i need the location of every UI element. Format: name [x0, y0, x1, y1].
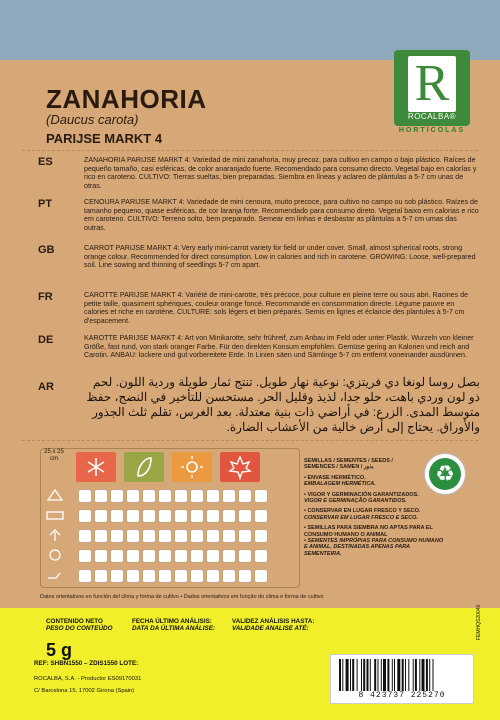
logo-brand: ROCALBA®	[407, 112, 457, 121]
bed-icon	[44, 506, 66, 524]
calendar-cell	[78, 569, 92, 583]
calendar-cell	[222, 489, 236, 503]
analysis-date-label-es: FECHA ÚLTIMO ANÁLISIS:	[132, 618, 212, 625]
barcode-bar	[361, 659, 362, 691]
calendar-cell	[126, 549, 140, 563]
barcode-bar	[370, 659, 371, 691]
calendar-cell	[206, 509, 220, 523]
barcode-bar	[408, 659, 409, 691]
leaf-icon	[124, 452, 164, 482]
plant-spacing-label: 25 x 25 cm	[44, 449, 64, 462]
lang-code-pt: PT	[38, 198, 53, 210]
separator	[22, 440, 478, 441]
calendar-cell	[238, 489, 252, 503]
calendar-cell	[206, 529, 220, 543]
calendar-cell	[94, 569, 108, 583]
legend-head: SEMENCES / SAMEN / بذور	[304, 464, 374, 471]
sowing-icon	[44, 486, 66, 504]
barcode-bar	[426, 659, 428, 691]
calendar-cell	[190, 509, 204, 523]
barcode-bar	[346, 659, 349, 691]
green-dot-recycle-icon	[424, 453, 466, 495]
barcode-bar	[402, 659, 404, 691]
rocalba-logo	[394, 50, 470, 126]
calendar-cell	[142, 549, 156, 563]
calendar-cell	[174, 549, 188, 563]
barcode	[330, 654, 474, 704]
calendar-cell	[78, 509, 92, 523]
calendar-cell	[222, 509, 236, 523]
description-fr: CAROTTE PARIJSE MARKT 4: Variété de mini-carotte, très précoce, pour culture en pleine terre ou sous abri. Racines de petite taille, quasiment sphériques, couleur orange foncé. Recommandé en consommation directe. Légume pauvre en calories et riche en carotène. CULTURE: sols légers et bien préparés. Semis en lignes et éclaircie des plantules à 5-7 cm d'espacement.	[84, 291, 469, 325]
seed-legend	[304, 458, 444, 557]
analysis-validity-label-pt: VALIDADE ANALISE ATÉ:	[232, 625, 309, 633]
barcode-bar	[350, 659, 351, 691]
maple-leaf-icon	[220, 452, 260, 482]
calendar-cell	[142, 489, 156, 503]
transplant-icon	[44, 526, 66, 544]
calendar-cell	[254, 529, 268, 543]
snowflake-icon	[76, 452, 116, 482]
barcode-bar	[419, 659, 420, 691]
barcode-bar	[381, 659, 382, 691]
calendar-cell	[190, 529, 204, 543]
barcode-bars	[339, 659, 465, 691]
product-title: ZANAHORIA	[46, 84, 207, 114]
barcode-bar	[433, 659, 434, 691]
calendar-cell	[158, 569, 172, 583]
calendar-cell	[190, 569, 204, 583]
barcode-bar	[339, 659, 341, 691]
legend-item-text: • CONSERVAR EN LUGAR FRESCO Y SECO.	[304, 508, 421, 515]
legend-item-text: VIGOR E GERMINAÇÃO GARANTIDOS.	[304, 498, 407, 505]
separator	[22, 150, 478, 151]
description-gb: CARROT PARIJSE MARKT 4: Very early mini-carrot variety for field or under cover. Small, almost spherical roots, strong orange colour. Recommended for direct consumption. Low in calories and rich in carotene. GROWING: Loose, well-prepared soil. Line sowing and thinning of seedlings 5-7 cm apart.	[84, 244, 476, 270]
barcode-bar	[387, 659, 389, 691]
spring-season	[124, 452, 164, 482]
analysis-validity-label-es: VALIDEZ ANÁLISIS HASTA:	[232, 618, 315, 625]
barcode-bar	[383, 659, 386, 691]
legend-item-text: CONSERVAR EM LUGAR FRESCO E SECO.	[304, 514, 418, 521]
recycle-icon: ♻	[429, 458, 461, 490]
barcode-bar	[397, 659, 400, 691]
producer: ROCALBA, S.A. - Productor ES09170031	[34, 676, 142, 682]
barcode-number: 8 423737 225270	[358, 691, 446, 700]
calendar-cell	[254, 549, 268, 563]
address: C/ Barcelona 15, 17002 Girona (Spain)	[34, 688, 135, 694]
net-content-label	[46, 618, 112, 633]
calendar-cell	[110, 549, 124, 563]
legend-item	[304, 525, 444, 557]
calendar-cell	[158, 549, 172, 563]
calendar-cell	[190, 489, 204, 503]
autumn-season	[220, 452, 260, 482]
legend-item-text: EMBALAGEM HERMÉTICA.	[304, 481, 376, 488]
calendar-cell	[158, 529, 172, 543]
legend-item-text: • ENVASE HERMÉTICO.	[304, 474, 366, 481]
barcode-bar	[429, 659, 430, 691]
vertical-code: FEMHQS20040	[476, 604, 482, 640]
analysis-date-label-pt: DATA DA ÚLTIMA ANÁLISE:	[132, 625, 216, 633]
description-ar: بصل روسا لونغا دي فريتزي: نوعية نهار طويل. تنتج ثمار طويلة وردية اللون. لحم ذو لون وردي باهت، حلو جدا، لذيذ وقليل الحر. مستحسن للتأخير في النضج، حفظ متوسط المدى. الزرع: في أراضي ذات بنية معتدلة. بعد الغرس، تقلم ثلث الجذور والأوراق. يحتاج إلى أرض خالية من الأعشاب الضارة.	[86, 375, 480, 434]
lang-code-gb: GB	[38, 244, 55, 256]
legend-head: SEMILLAS / SEMENTES / SEEDS /	[304, 458, 393, 464]
legend-item-text: • SEMENTES IMPRÓPIAS PARA CONSUMO HUMANO E ANIMAL, DESTINADAS APENAS PARA SEMENTEIRA.	[304, 538, 444, 557]
description-pt: CENOURA PARIJSE MARKT 4: Variedade de mini cenoura, muito precoce, para cultivo no campo ou sob plástico. Raízes de tamanho pequeno, quase esféricas, de cor laranja forte. Recomendado para consumo direto. Vegetal baixo em calorias e rico em caroteno. CULTIVO: Terreno solto, bem preparado. Semear em linhas e desbastar as plântulas a 5-7 cm umas das outras.	[84, 198, 479, 232]
logo-letter: R	[408, 56, 456, 112]
footnote: Datos orientativos en función del clima y forma de cultivo • Dados orientativos em função do clima e forma de cultivo	[40, 594, 324, 600]
lang-code-fr: FR	[38, 291, 53, 303]
calendar-cell	[110, 509, 124, 523]
watering-icon	[44, 566, 66, 584]
description-de: KAROTTE PARIJSE MARKT 4: Art von Minikarotte, sehr frühreif, zum Anbau im Feld oder unter Plastik. Wurzeln von kleiner Größe, fast rund, von stark oranger Farbe. Für den direkten Konsum empfohlen. Gemüse gering an Kalorien und reich and Carotin. ANBAU: lockere und gut vorbereitete Erde. In Linien säen und Sämlinge 5-7 cm entfernt voneinander ausdünnen.	[84, 334, 474, 360]
calendar-cell	[126, 569, 140, 583]
net-content-label-pt: PESO DO CONTEÚDO	[46, 625, 113, 633]
calendar-cell	[238, 529, 252, 543]
legend-item	[304, 475, 444, 488]
harvest-icon	[44, 546, 66, 564]
calendar-cell	[238, 509, 252, 523]
calendar-cell	[78, 529, 92, 543]
calendar-cell	[254, 489, 268, 503]
calendar-cell	[190, 549, 204, 563]
summer-season	[172, 452, 212, 482]
calendar-cell	[222, 569, 236, 583]
calendar-cell	[94, 549, 108, 563]
calendar-cell	[206, 489, 220, 503]
calendar-cell	[142, 529, 156, 543]
variety-name: PARIJSE MARKT 4	[46, 131, 163, 146]
calendar-cell	[78, 489, 92, 503]
calendar-cell	[110, 489, 124, 503]
calendar-cell	[222, 549, 236, 563]
calendar-cell	[254, 509, 268, 523]
calendar-cell	[126, 529, 140, 543]
calendar-cell	[222, 529, 236, 543]
legend-item	[304, 492, 444, 505]
calendar-cell	[126, 509, 140, 523]
calendar-cell	[238, 549, 252, 563]
calendar-cell	[206, 549, 220, 563]
calendar-cell	[94, 529, 108, 543]
calendar-cell	[174, 529, 188, 543]
calendar-cell	[142, 569, 156, 583]
barcode-bar	[342, 659, 343, 691]
barcode-bar	[363, 659, 365, 691]
calendar-cell	[110, 529, 124, 543]
analysis-date-label	[132, 618, 215, 633]
analysis-validity-label	[232, 618, 314, 633]
legend-item-text: • SEMILLAS PARA SIEMBRA NO APTAS PARA EL CONSUMO HUMANO O ANIMAL	[304, 525, 433, 538]
calendar-cell	[78, 549, 92, 563]
barcode-bar	[367, 659, 369, 691]
barcode-bar	[378, 659, 379, 691]
barcode-bar	[394, 659, 395, 691]
barcode-bar	[374, 659, 376, 691]
description-es: ZANAHORIA PARIJSE MARKT 4: Variedad de mini zanahoria, muy precoz, para cultivo en campo o bajo plástico. Raíces de pequeño tamaño, casi esféricas, de color anaranjado fuerte. Recomendado para consumo directo. Vegetal bajo en calorías y rico en caroteno. CULTIVO: Tierras sueltas, bien preparadas. Siembra en líneas y aclareo de plántulas a 5-7 cm unas de otras.	[84, 156, 477, 190]
barcode-bar	[415, 659, 417, 691]
lang-code-ar: AR	[38, 381, 54, 393]
calendar-cell	[174, 569, 188, 583]
reference-lot: REF: SHBN1550 – ZDIS1550 LOTE:	[34, 660, 139, 667]
calendar-cell	[94, 509, 108, 523]
latin-name: (Daucus carota)	[46, 112, 139, 127]
barcode-bar	[392, 659, 393, 691]
net-content-label-es: CONTENIDO NETO	[46, 618, 103, 625]
lang-code-de: DE	[38, 334, 54, 346]
barcode-bar	[352, 659, 354, 691]
calendar-cell	[142, 509, 156, 523]
calendar-cell	[174, 489, 188, 503]
barcode-bar	[357, 659, 358, 691]
barcode-bar	[422, 659, 425, 691]
logo-subtitle: HORTÍCOLAS	[398, 127, 466, 134]
calendar-cell	[126, 489, 140, 503]
calendar-cell	[174, 509, 188, 523]
net-weight: 5 g	[46, 640, 73, 660]
calendar-cell	[158, 509, 172, 523]
calendar-cell	[206, 569, 220, 583]
calendar-cell	[110, 569, 124, 583]
winter-season	[76, 452, 116, 482]
barcode-bar	[413, 659, 414, 691]
lang-code-es: ES	[38, 156, 53, 168]
legend-item-text: • VIGOR Y GERMINACIÓN GARANTIZADOS.	[304, 491, 419, 498]
calendar-cell	[158, 489, 172, 503]
legend-item	[304, 508, 444, 521]
calendar-cell	[254, 569, 268, 583]
barcode-bar	[405, 659, 406, 691]
calendar-cell	[238, 569, 252, 583]
calendar-cell	[94, 489, 108, 503]
sun-icon	[172, 452, 212, 482]
